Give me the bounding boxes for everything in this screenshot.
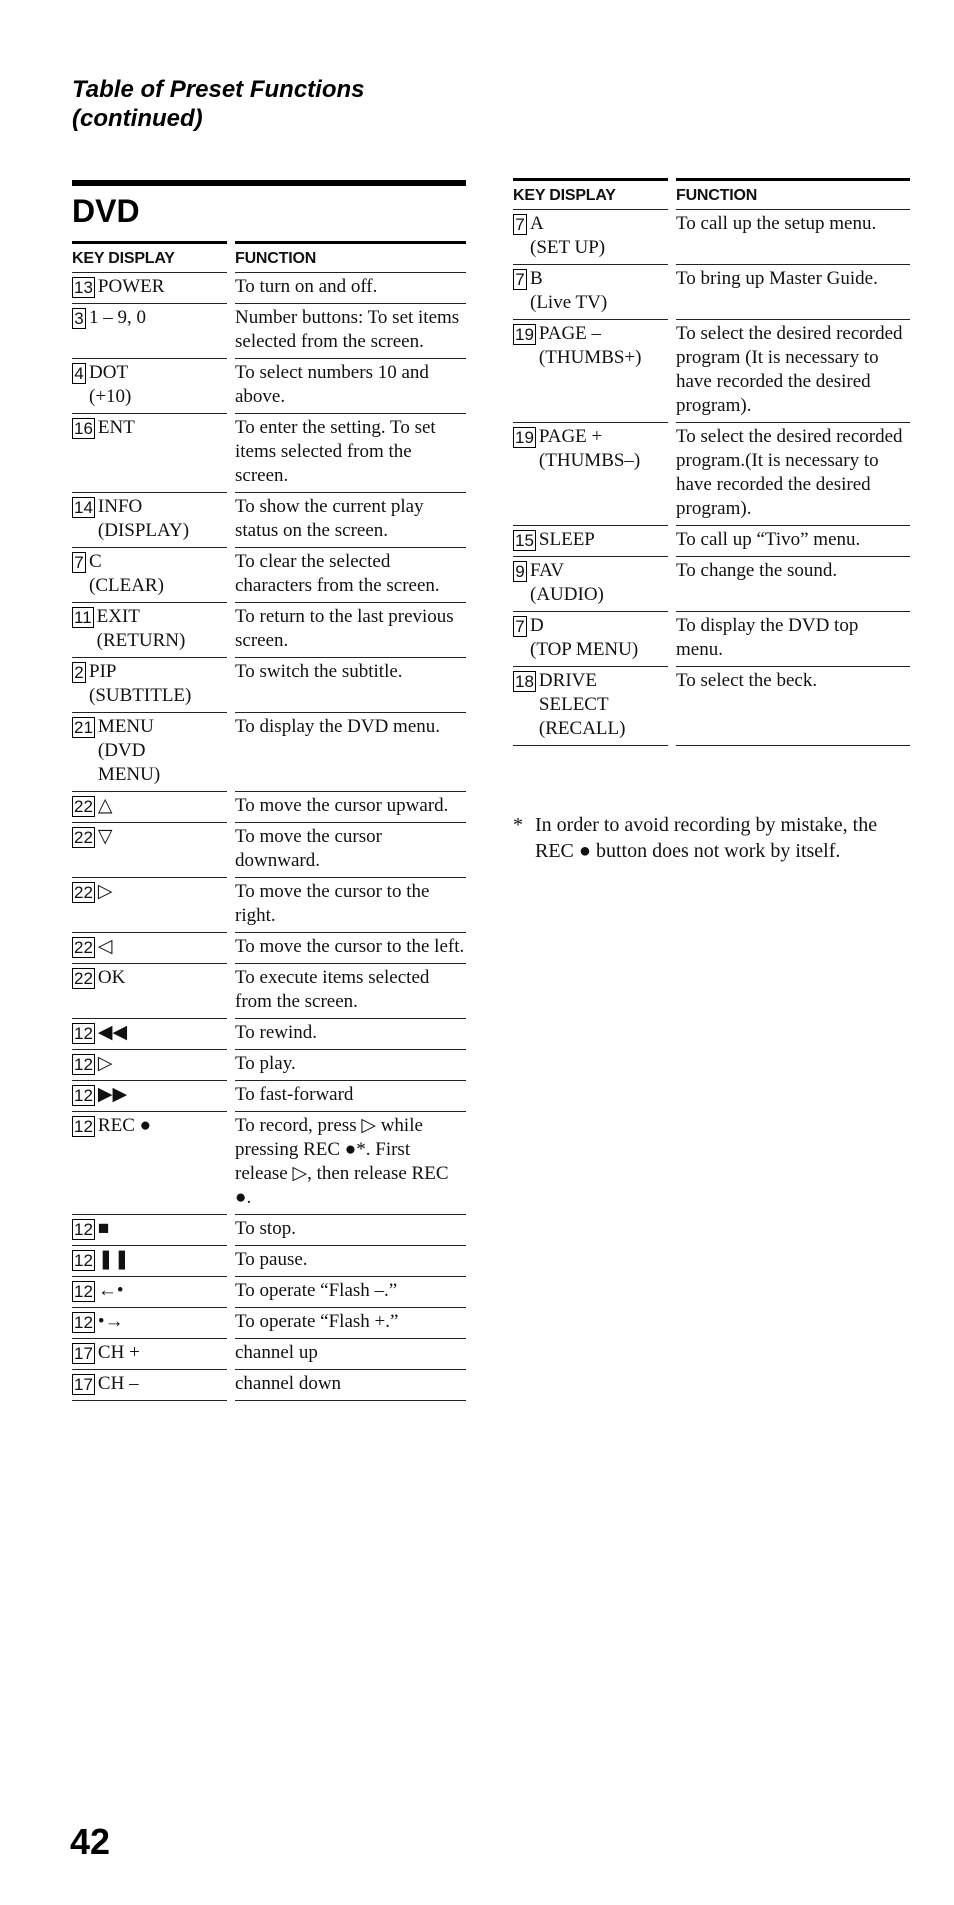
key-display-cell bbox=[72, 413, 227, 492]
table-row bbox=[72, 822, 466, 877]
key-label: C (CLEAR) bbox=[89, 551, 164, 596]
key-number-box: 2 bbox=[72, 662, 86, 683]
key-label: MENU (DVD MENU) bbox=[97, 716, 161, 785]
table-row bbox=[72, 712, 466, 791]
footnote-marker: * bbox=[513, 814, 523, 836]
key-number-box: 21 bbox=[74, 718, 93, 737]
table-row bbox=[513, 666, 910, 746]
function-text: To select the beck. bbox=[676, 670, 818, 691]
key-label: △ bbox=[97, 795, 113, 816]
table-row bbox=[72, 272, 466, 303]
function-text: To stop. bbox=[235, 1218, 296, 1239]
key-display-cell bbox=[72, 1214, 227, 1245]
key-number-box: 17 bbox=[74, 1344, 93, 1363]
key-label: PAGE + (THUMBS–) bbox=[538, 426, 641, 471]
key-label: ◁ bbox=[97, 936, 113, 957]
function-text: To select numbers 10 and above. bbox=[235, 362, 429, 407]
key-label: D (TOP MENU) bbox=[530, 615, 639, 660]
key-display-cell bbox=[72, 1080, 227, 1111]
table-row bbox=[513, 525, 910, 556]
key-label: PIP (SUBTITLE) bbox=[89, 661, 192, 706]
key-number-box: 11 bbox=[74, 608, 92, 627]
section-rule bbox=[72, 180, 466, 186]
table-row bbox=[72, 657, 466, 712]
table-row bbox=[513, 611, 910, 666]
function-cell bbox=[235, 413, 466, 492]
function-text: To move the cursor to the left. bbox=[235, 936, 465, 957]
key-display-cell bbox=[513, 209, 668, 264]
function-cell bbox=[676, 319, 910, 422]
table-row bbox=[72, 358, 466, 413]
key-label: DOT (+10) bbox=[89, 362, 132, 407]
key-display-cell bbox=[72, 1111, 227, 1214]
table-row bbox=[72, 413, 466, 492]
function-cell bbox=[235, 657, 466, 712]
function-cell bbox=[235, 712, 466, 791]
left-table-body bbox=[72, 272, 466, 1401]
footnote-text: In order to avoid recording by mistake, the REC ● button does not work by itself. bbox=[535, 814, 878, 862]
key-label: INFO (DISPLAY) bbox=[97, 496, 190, 541]
key-display-cell bbox=[72, 547, 227, 602]
function-text: To select the desired recorded program (It is necessary to have recorded the desired program). bbox=[676, 323, 903, 416]
function-text: To enter the setting. To set items selected from the screen. bbox=[235, 417, 436, 486]
table-row bbox=[72, 1214, 466, 1245]
key-number-box: 4 bbox=[72, 363, 86, 384]
table-row bbox=[72, 932, 466, 963]
function-cell bbox=[235, 1307, 466, 1338]
key-display-header: KEY DISPLAY bbox=[72, 241, 227, 272]
key-display-cell bbox=[72, 822, 227, 877]
function-text: To operate “Flash –.” bbox=[235, 1280, 398, 1301]
key-number-box: 12 bbox=[74, 1313, 93, 1332]
header-title-line-1: Table of Preset Functions bbox=[72, 76, 365, 103]
key-number-box: 22 bbox=[74, 797, 93, 816]
key-display-cell bbox=[513, 666, 668, 746]
key-number-box: 12 bbox=[74, 1117, 93, 1136]
key-label: ◀◀ bbox=[97, 1022, 128, 1043]
key-number-box: 12 bbox=[74, 1055, 93, 1074]
function-cell bbox=[676, 422, 910, 525]
key-label: •→ bbox=[97, 1311, 124, 1332]
key-number-box: 3 bbox=[72, 308, 86, 329]
key-display-cell bbox=[72, 358, 227, 413]
key-label: ▽ bbox=[97, 826, 113, 847]
key-display-cell bbox=[72, 602, 227, 657]
function-cell bbox=[235, 492, 466, 547]
function-text: To bring up Master Guide. bbox=[676, 268, 878, 289]
function-cell bbox=[235, 1245, 466, 1276]
key-number-box: 19 bbox=[515, 325, 534, 344]
key-number-box: 22 bbox=[74, 969, 93, 988]
function-cell bbox=[235, 822, 466, 877]
key-display-cell bbox=[72, 1018, 227, 1049]
table-row bbox=[72, 602, 466, 657]
function-cell bbox=[235, 303, 466, 358]
function-cell bbox=[235, 272, 466, 303]
key-label: ▷ bbox=[97, 1053, 113, 1074]
key-number-box: 7 bbox=[513, 214, 527, 235]
key-label: A (SET UP) bbox=[530, 213, 606, 258]
function-cell bbox=[676, 264, 910, 319]
function-text: To display the DVD menu. bbox=[235, 716, 441, 737]
key-label: 1 – 9, 0 bbox=[89, 307, 146, 328]
function-text: To pause. bbox=[235, 1249, 308, 1270]
function-cell bbox=[235, 1049, 466, 1080]
key-label: B (Live TV) bbox=[530, 268, 608, 313]
function-text: To execute items selected from the screen. bbox=[235, 967, 430, 1012]
key-number-box: 7 bbox=[513, 616, 527, 637]
right-table-body bbox=[513, 209, 910, 746]
key-label: FAV (AUDIO) bbox=[530, 560, 604, 605]
function-cell bbox=[235, 602, 466, 657]
key-number-box: 12 bbox=[74, 1086, 93, 1105]
function-cell bbox=[235, 1369, 466, 1401]
function-text: To clear the selected characters from the screen. bbox=[235, 551, 440, 596]
key-number-box: 12 bbox=[74, 1220, 93, 1239]
function-text: To fast-forward bbox=[235, 1084, 354, 1105]
key-label: ❚❚ bbox=[97, 1249, 130, 1270]
key-display-cell bbox=[72, 791, 227, 822]
table-row bbox=[72, 1369, 466, 1401]
key-display-cell bbox=[72, 1245, 227, 1276]
key-display-cell bbox=[72, 492, 227, 547]
key-display-cell bbox=[72, 1307, 227, 1338]
function-cell bbox=[235, 877, 466, 932]
key-label: EXIT (RETURN) bbox=[96, 606, 186, 651]
key-display-cell bbox=[72, 1049, 227, 1080]
key-number-box: 13 bbox=[74, 278, 93, 297]
table-row bbox=[513, 209, 910, 264]
key-display-cell bbox=[72, 1369, 227, 1401]
function-text: To return to the last previous screen. bbox=[235, 606, 454, 651]
table-row bbox=[513, 319, 910, 422]
function-text: To move the cursor to the right. bbox=[235, 881, 430, 926]
key-display-cell bbox=[72, 303, 227, 358]
function-header: FUNCTION bbox=[235, 241, 466, 272]
function-text: To turn on and off. bbox=[235, 276, 378, 297]
section-title: DVD bbox=[72, 193, 140, 229]
table-row bbox=[72, 1049, 466, 1080]
function-cell bbox=[676, 525, 910, 556]
function-cell bbox=[235, 547, 466, 602]
page-number: 42 bbox=[70, 1821, 111, 1862]
function-text: To show the current play status on the screen. bbox=[235, 496, 424, 541]
function-text: To call up “Tivo” menu. bbox=[676, 529, 861, 550]
function-cell bbox=[235, 1111, 466, 1214]
function-text: To change the sound. bbox=[676, 560, 838, 581]
table-row bbox=[72, 1080, 466, 1111]
function-cell bbox=[235, 1214, 466, 1245]
function-cell bbox=[676, 611, 910, 666]
key-label: DRIVE SELECT (RECALL) bbox=[538, 670, 626, 739]
key-label: REC ● bbox=[97, 1115, 152, 1136]
table-row bbox=[72, 963, 466, 1018]
table-row bbox=[72, 547, 466, 602]
key-label: ▶▶ bbox=[97, 1084, 128, 1105]
table-row bbox=[513, 422, 910, 525]
key-number-box: 12 bbox=[74, 1251, 93, 1270]
function-cell bbox=[235, 1276, 466, 1307]
key-label: PAGE – (THUMBS+) bbox=[538, 323, 642, 368]
function-cell bbox=[676, 556, 910, 611]
key-display-cell bbox=[72, 657, 227, 712]
function-text: To call up the setup menu. bbox=[676, 213, 877, 234]
table-row bbox=[72, 492, 466, 547]
key-label: ▷ bbox=[97, 881, 113, 902]
function-text: To record, press ▷ while pressing REC ●*. First release ▷, then release REC ●. bbox=[235, 1115, 449, 1208]
key-number-box: 14 bbox=[74, 498, 93, 517]
key-number-box: 17 bbox=[74, 1375, 93, 1394]
page-header-title bbox=[72, 75, 472, 133]
table-row bbox=[72, 1307, 466, 1338]
function-text: To move the cursor upward. bbox=[235, 795, 449, 816]
key-number-box: 7 bbox=[72, 552, 86, 573]
key-label: ENT bbox=[97, 417, 135, 438]
function-text: To select the desired recorded program.(It is necessary to have recorded the desired program). bbox=[676, 426, 903, 519]
key-number-box: 12 bbox=[74, 1024, 93, 1043]
key-display-cell bbox=[72, 1338, 227, 1369]
key-display-cell bbox=[513, 556, 668, 611]
table-row bbox=[72, 303, 466, 358]
key-number-box: 9 bbox=[513, 561, 527, 582]
key-display-header: KEY DISPLAY bbox=[513, 178, 668, 209]
key-display-cell bbox=[72, 272, 227, 303]
key-label: CH + bbox=[97, 1342, 140, 1363]
key-number-box: 22 bbox=[74, 938, 93, 957]
key-number-box: 19 bbox=[515, 428, 534, 447]
key-label: OK bbox=[97, 967, 126, 988]
table-row bbox=[72, 1111, 466, 1214]
key-display-cell bbox=[513, 264, 668, 319]
function-header: FUNCTION bbox=[676, 178, 910, 209]
table-row bbox=[72, 1245, 466, 1276]
table-row bbox=[513, 556, 910, 611]
function-cell bbox=[235, 1018, 466, 1049]
function-text: To operate “Flash +.” bbox=[235, 1311, 399, 1332]
table-row bbox=[72, 1018, 466, 1049]
function-cell bbox=[235, 932, 466, 963]
table-row bbox=[72, 791, 466, 822]
table-row bbox=[72, 877, 466, 932]
table-row bbox=[513, 264, 910, 319]
function-text: Number buttons: To set items selected from the screen. bbox=[235, 307, 460, 352]
key-display-cell bbox=[72, 1276, 227, 1307]
header-title-line-2: (continued) bbox=[72, 105, 203, 132]
key-display-cell bbox=[72, 932, 227, 963]
function-text: To play. bbox=[235, 1053, 296, 1074]
key-display-cell bbox=[72, 963, 227, 1018]
key-number-box: 22 bbox=[74, 828, 93, 847]
key-number-box: 22 bbox=[74, 883, 93, 902]
key-number-box: 7 bbox=[513, 269, 527, 290]
key-label: CH – bbox=[97, 1373, 139, 1394]
function-cell bbox=[235, 963, 466, 1018]
key-display-cell bbox=[72, 712, 227, 791]
function-cell bbox=[235, 1338, 466, 1369]
right-function-table bbox=[513, 178, 910, 746]
table-row bbox=[72, 1276, 466, 1307]
function-cell bbox=[235, 358, 466, 413]
key-display-cell bbox=[513, 422, 668, 525]
function-text: channel up bbox=[235, 1342, 318, 1363]
footnote bbox=[513, 812, 910, 864]
key-display-cell bbox=[72, 877, 227, 932]
key-number-box: 12 bbox=[74, 1282, 93, 1301]
function-text: channel down bbox=[235, 1373, 342, 1394]
function-text: To switch the subtitle. bbox=[235, 661, 403, 682]
function-cell bbox=[235, 791, 466, 822]
table-row bbox=[72, 1338, 466, 1369]
function-text: To rewind. bbox=[235, 1022, 318, 1043]
function-text: To display the DVD top menu. bbox=[676, 615, 859, 660]
key-number-box: 15 bbox=[515, 531, 534, 550]
function-text: To move the cursor downward. bbox=[235, 826, 382, 871]
key-display-cell bbox=[513, 611, 668, 666]
key-label: ←• bbox=[97, 1280, 124, 1301]
key-label: POWER bbox=[97, 276, 165, 297]
key-number-box: 18 bbox=[515, 672, 534, 691]
function-cell bbox=[676, 666, 910, 746]
key-display-cell bbox=[513, 525, 668, 556]
left-function-table bbox=[72, 241, 466, 1401]
key-label: ■ bbox=[97, 1218, 110, 1239]
key-label: SLEEP bbox=[538, 529, 595, 550]
key-number-box: 16 bbox=[74, 419, 93, 438]
function-cell bbox=[676, 209, 910, 264]
function-cell bbox=[235, 1080, 466, 1111]
key-display-cell bbox=[513, 319, 668, 422]
